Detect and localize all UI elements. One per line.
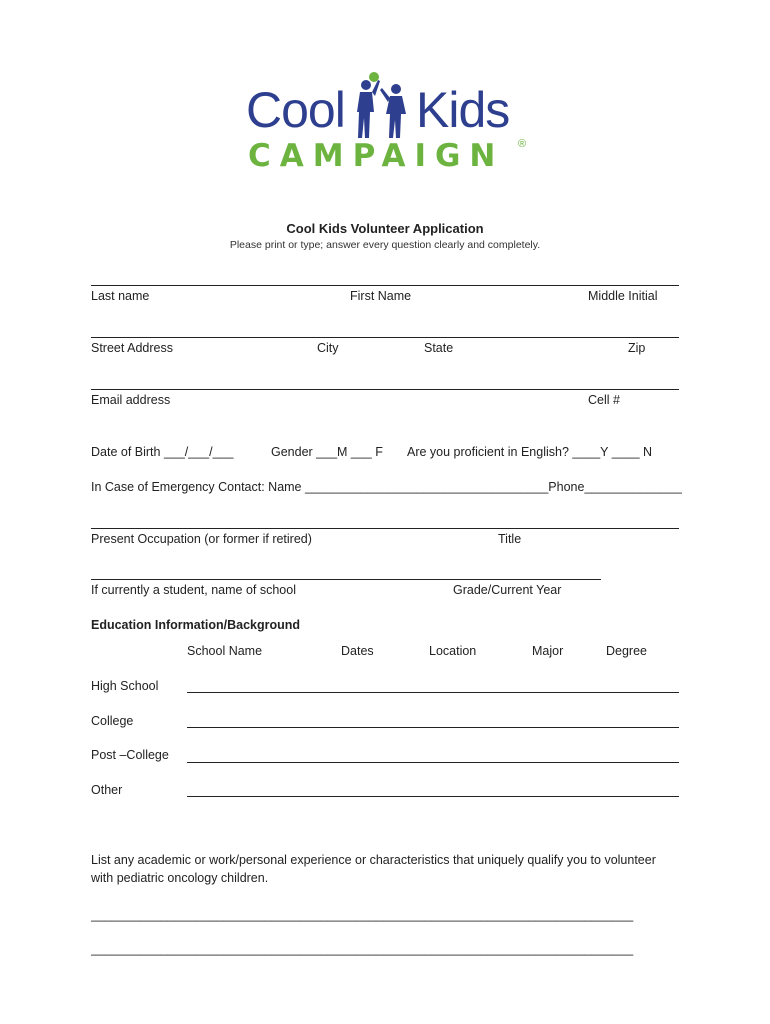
- experience-answer-line-2[interactable]: ______________________________________________________________________________: [91, 942, 634, 956]
- education-row-other: Other: [91, 783, 123, 797]
- logo-kids-figures-icon: [352, 68, 418, 140]
- school-line[interactable]: [91, 579, 601, 580]
- form-title: Cool Kids Volunteer Application: [286, 221, 484, 236]
- english-proficiency-field[interactable]: Are you proficient in English? ____Y ____ N: [407, 445, 653, 459]
- logo: [246, 68, 536, 178]
- cell-label: Cell #: [588, 393, 620, 407]
- education-col-school-name: School Name: [187, 644, 263, 658]
- logo-word-cool: Cool: [246, 82, 345, 138]
- date-of-birth-field[interactable]: Date of Birth ___/___/___: [91, 445, 234, 459]
- education-col-major: Major: [532, 644, 564, 658]
- gender-field[interactable]: Gender ___M ___ F: [271, 445, 383, 459]
- contact-line[interactable]: [91, 389, 679, 390]
- last-name-label: Last name: [91, 289, 150, 303]
- post-college-line[interactable]: [187, 762, 679, 763]
- first-name-label: First Name: [350, 289, 412, 303]
- occupation-title-label: Title: [498, 532, 522, 546]
- college-line[interactable]: [187, 727, 679, 728]
- education-col-degree: Degree: [606, 644, 647, 658]
- grade-label: Grade/Current Year: [453, 583, 562, 597]
- logo-word-campaign: CAMPAIGN: [248, 138, 505, 174]
- city-label: City: [317, 341, 339, 355]
- experience-prompt-line-1: List any academic or work/personal experience or characteristics that uniquely qualify you to volunteer: [91, 853, 656, 867]
- occupation-label: Present Occupation (or former if retired): [91, 532, 312, 546]
- education-row-high-school: High School: [91, 679, 159, 693]
- logo-word-kids: Kids: [416, 82, 510, 138]
- email-label: Email address: [91, 393, 171, 407]
- experience-prompt-line-2: with pediatric oncology children.: [91, 871, 269, 885]
- other-line[interactable]: [187, 796, 679, 797]
- high-school-line[interactable]: [187, 692, 679, 693]
- school-name-label: If currently a student, name of school: [91, 583, 296, 597]
- street-address-label: Street Address: [91, 341, 173, 355]
- address-line[interactable]: [91, 337, 679, 338]
- education-col-dates: Dates: [341, 644, 374, 658]
- education-heading: Education Information/Background: [91, 618, 301, 632]
- emergency-contact-field[interactable]: In Case of Emergency Contact: Name ___________________________________Phone______________: [91, 480, 682, 494]
- education-col-location: Location: [429, 644, 477, 658]
- occupation-line[interactable]: [91, 528, 679, 529]
- form-subtitle: Please print or type; answer every question clearly and completely.: [229, 239, 541, 251]
- state-label: State: [424, 341, 454, 355]
- education-row-post-college: Post –College: [91, 748, 169, 762]
- name-line[interactable]: [91, 285, 679, 286]
- zip-label: Zip: [628, 341, 646, 355]
- middle-initial-label: Middle Initial: [588, 289, 658, 303]
- experience-answer-line-1[interactable]: ______________________________________________________________________________: [91, 908, 634, 922]
- education-row-college: College: [91, 714, 134, 728]
- registered-mark: ®: [518, 138, 527, 150]
